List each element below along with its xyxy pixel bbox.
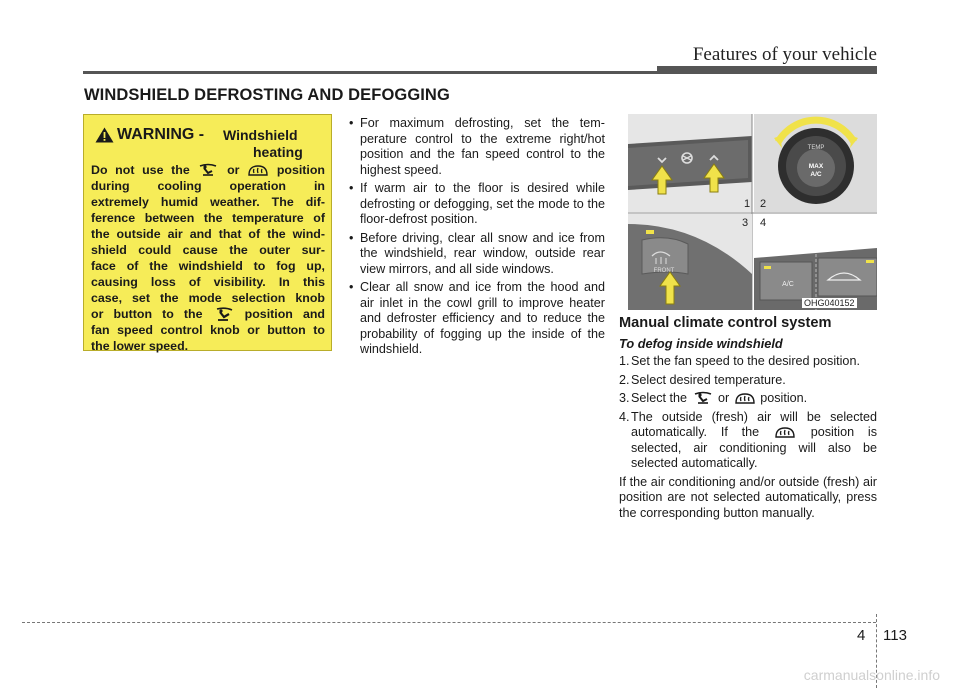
list-item: • Clear all snow and ice from the hood and air inlet in the cowl grill to improve heater and defroster efficiency and to reduce the probability of fogging up the inside of the windshield. [347,280,605,358]
list-item: • If warm air to the floor is desired while defrosting or defogging, set the mode to the floor-defrost position. [347,181,605,228]
figure-code: OHG040152 [804,298,855,308]
warning-subtitle: Windshield [223,127,298,143]
figure-panel-4 [754,214,877,310]
defrost-icon [733,391,757,406]
footer-rule [22,622,876,623]
knob-label-max: MAX [808,163,824,170]
figure-label-1: 1 [744,198,751,210]
watermark: carmanualsonline.info [803,667,940,683]
step-3: 3. Select the or position. [619,391,808,405]
chapter-number: 4 [857,627,866,644]
bullet-list [347,116,605,361]
floor-defrost-icon [197,163,219,178]
section-title: WINDSHIELD DEFROSTING AND DEFOGGING [84,86,450,104]
defrost-icon [247,163,269,178]
running-header: Features of your vehicle [692,44,877,65]
warning-box [83,114,332,351]
figure-panel-2 [754,114,877,212]
warning-body: Do not use the or position during cooling operation in extremely humid weather. The dif- ference between the temperature of the outside air and that of the wind- shield could cause the outer sur- face of the windshield to fog up, causing loss of visibility. In this case, set the mode selection knob or button to the position and fan speed control knob or button to the lower speed. [91,163,325,353]
step-2: 2. Select desired temperature. [619,372,786,387]
manual-heading: Manual climate control system [619,315,832,331]
step-1: 1. Set the fan speed to the desired position. [619,354,860,368]
manual-section [619,316,877,521]
manual-paragraph: If the air conditioning and/or outside (fresh) air position are not selected automatically, press the corresponding button manually. [619,474,877,520]
figure-label-4: 4 [760,217,767,229]
figure-label-3: 3 [742,217,749,229]
climate-control-figure [628,114,877,310]
warning-word: WARNING - [117,126,205,143]
page-number: 113 [883,627,907,644]
floor-defrost-icon [691,391,715,406]
knob-label-temp: TEMP [807,145,825,151]
knob-label-ac: A/C [810,171,822,178]
warning-triangle-icon [95,127,114,143]
panel-label-front: FRONT [653,268,675,274]
figure-panel-1 [628,114,752,212]
list-item: • For maximum defrosting, set the temperature control to the extreme right/hot position and the fan speed control to the highest speed. [347,116,605,178]
figure-panel-3 [628,214,752,310]
defrost-icon [773,425,797,440]
step-4: 4. The outside (fresh) air will be selected automatically. If the position is selected, air conditioning will also be selected automatically. [619,409,877,470]
manual-subheading: To defog inside windshield [619,335,783,351]
floor-defrost-icon [213,307,235,322]
panel-label-ac: A/C [782,281,794,288]
header-bar [657,66,877,74]
figure-label-2: 2 [760,198,767,210]
list-item: • Before driving, clear all snow and ice from the windshield, rear window, outside rear view mirrors, and all side windows. [347,231,605,278]
warning-subtitle-2: heating [253,144,303,160]
